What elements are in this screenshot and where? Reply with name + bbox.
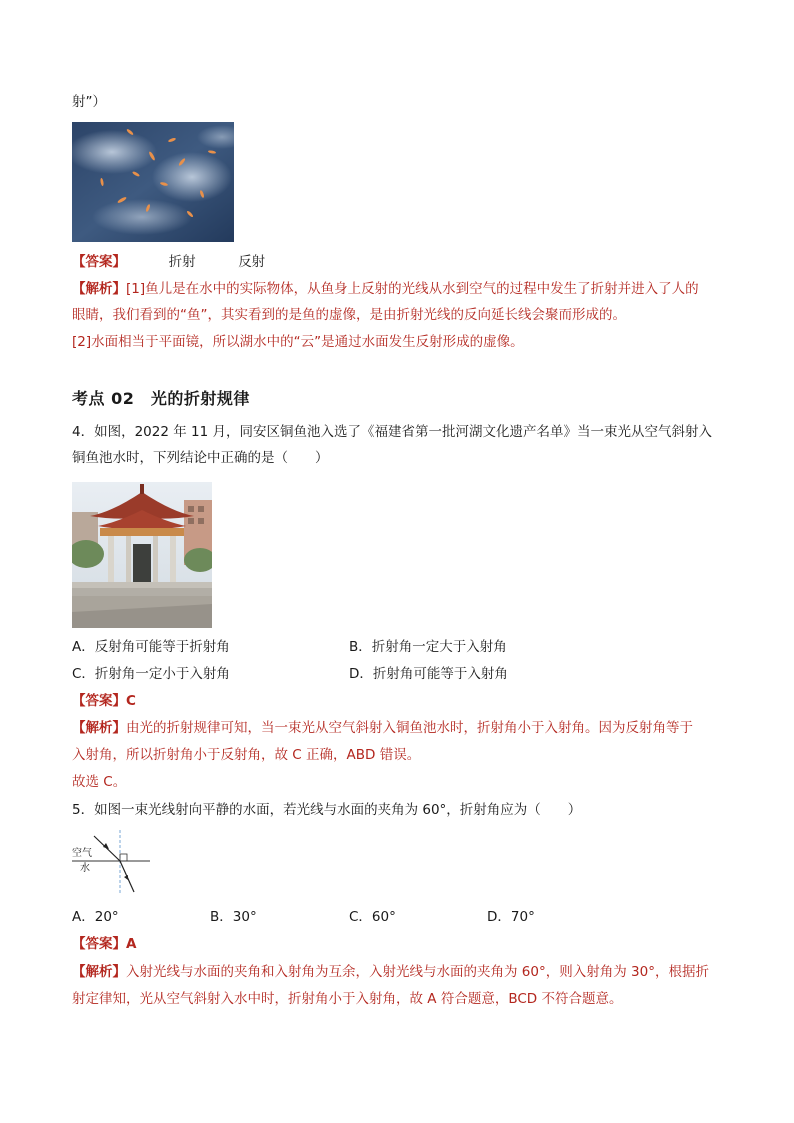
q5-stem: 5．如图一束光线射向平静的水面，若光线与水面的夹角为 60°，折射角应为（ ） xyxy=(72,802,582,818)
q5-option-b: B．30° xyxy=(210,909,257,925)
analysis-tag: 【解析】 xyxy=(72,720,126,736)
refraction-diagram xyxy=(72,828,162,900)
pavilion-photo xyxy=(72,482,212,628)
q4-analysis-line1 xyxy=(72,718,693,738)
q4-analysis-line2: 入射角，所以折射角小于反射角，故 C 正确，ABD 错误。 xyxy=(72,747,421,763)
q4-analysis-text1: 由光的折射规律可知，当一束光从空气斜射入铜鱼池水时，折射角小于入射角。因为反射角等于 xyxy=(126,720,693,736)
q5-analysis-line2: 射定律知，光从空气斜射入水中时，折射角小于入射角，故 A 符合题意，BCD 不符合题意。 xyxy=(72,991,623,1007)
q4-stem-line1: 4．如图，2022 年 11 月，同安区铜鱼池入选了《福建省第一批河湖文化遗产名单》当一束光从空气斜射入 xyxy=(72,424,712,440)
q4-answer: C xyxy=(126,693,136,709)
analysis-tag: 【解析】 xyxy=(72,964,126,980)
q5-answer-row xyxy=(72,934,136,954)
incident-ray xyxy=(94,836,120,861)
question-tail-text: 射”） xyxy=(72,94,106,110)
q4-conclusion: 故选 C。 xyxy=(72,774,127,790)
diagram-label-air: 空气 xyxy=(72,848,92,859)
q5-option-d: D．70° xyxy=(487,909,535,925)
q3-analysis-line2: 眼睛，我们看到的“鱼”，其实看到的是鱼的虚像，是由折射光线的反向延长线会聚而形成的。 xyxy=(72,307,626,323)
q4-option-b: B．折射角一定大于入射角 xyxy=(349,639,507,655)
q3-answer-2: 反射 xyxy=(238,254,266,270)
q4-option-d: D．折射角可能等于入射角 xyxy=(349,666,508,682)
refracted-arrow xyxy=(124,875,128,880)
right-angle-mark xyxy=(120,854,127,861)
q5-answer: A xyxy=(126,936,137,952)
q4-option-a: A．反射角可能等于折射角 xyxy=(72,639,230,655)
q4-answer-row xyxy=(72,691,136,711)
q4-stem-line2: 铜鱼池水时，下列结论中正确的是（ ） xyxy=(72,450,329,466)
q5-option-a: A．20° xyxy=(72,909,119,925)
answer-tag: 【答案】 xyxy=(72,254,126,270)
q3-analysis-line3: [2]水面相当于平面镜，所以湖水中的“云”是通过水面发生反射形成的虚像。 xyxy=(72,334,524,350)
q3-analysis-text1: [1]鱼儿是在水中的实际物体，从鱼身上反射的光线从水到空气的过程中发生了折射并进入了人的 xyxy=(126,281,699,297)
q4-option-c: C．折射角一定小于入射角 xyxy=(72,666,230,682)
q3-answer-1: 折射 xyxy=(168,254,196,270)
answer-tag: 【答案】 xyxy=(72,693,126,709)
fish-pond-photo xyxy=(72,122,234,242)
q5-analysis-text1: 入射光线与水面的夹角和入射角为互余，入射光线与水面的夹角为 60°，则入射角为 30°，根据折 xyxy=(126,964,709,980)
answer-tag: 【答案】 xyxy=(72,936,126,952)
q3-analysis-line1 xyxy=(72,279,699,299)
q5-analysis-line1 xyxy=(72,962,709,982)
diagram-label-water: 水 xyxy=(80,863,90,874)
section-heading: 考点 02 光的折射规律 xyxy=(72,389,250,408)
q3-answer-row xyxy=(72,252,265,272)
q5-option-c: C．60° xyxy=(349,909,396,925)
analysis-tag: 【解析】 xyxy=(72,281,126,297)
